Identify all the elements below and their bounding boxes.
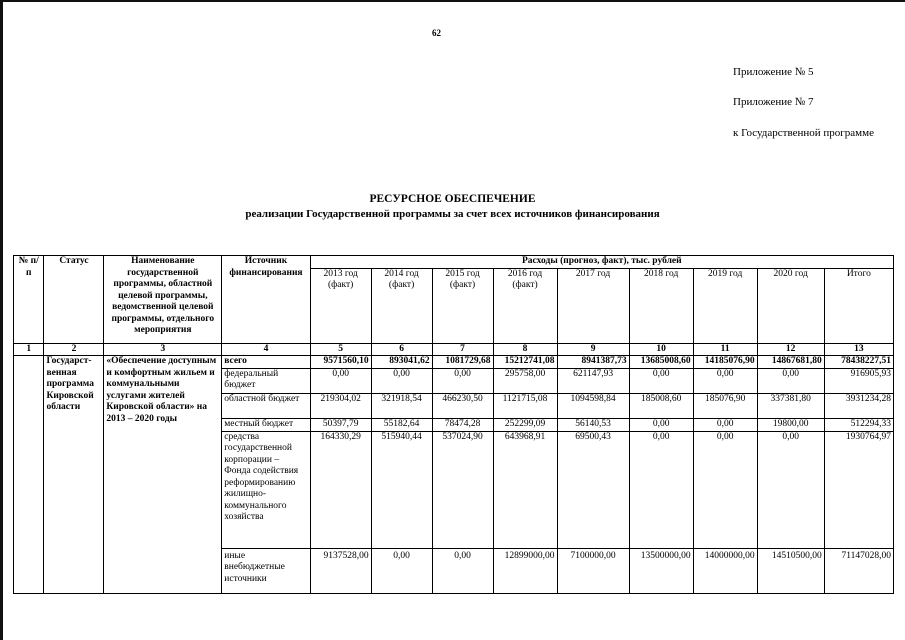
page-number: 62: [432, 28, 441, 38]
column-number-row: [14, 343, 894, 356]
value-cell: 0,00: [693, 431, 757, 548]
header-num: № п/п: [14, 256, 44, 344]
header-name: Наименование государственной программы, областной целевой программы, ведомственной целевой программы, отдельного мероприятия: [104, 256, 222, 344]
value-cell: 466230,50: [432, 393, 493, 418]
value-cell: 1930764,97: [824, 431, 893, 548]
value-cell: 0,00: [757, 431, 824, 548]
status-cell: Государст-венная программа Кировской области: [44, 356, 104, 594]
value-cell: 621147,93: [557, 368, 629, 393]
header-status: Статус: [44, 256, 104, 344]
program-name-cell: «Обеспечение доступным и комфортным жильем и коммунальными услугами жителей Кировской области» на 2013 – 2020 годы: [104, 356, 222, 594]
value-cell: 295758,00: [493, 368, 557, 393]
table-row-total: [14, 356, 894, 369]
value-cell: 0,00: [629, 368, 693, 393]
col-number: 11: [693, 343, 757, 356]
value-cell: 14000000,00: [693, 548, 757, 593]
value-cell: 337381,80: [757, 393, 824, 418]
value-cell: 78474,28: [432, 418, 493, 431]
value-cell: 0,00: [629, 418, 693, 431]
value-cell: 537024,90: [432, 431, 493, 548]
value-cell: 71147028,00: [824, 548, 893, 593]
scan-border-left: [0, 0, 3, 640]
col-number: 1: [14, 343, 44, 356]
col-number: 3: [104, 343, 222, 356]
col-number: 6: [371, 343, 432, 356]
value-cell: 55182,64: [371, 418, 432, 431]
source-cell: иные внебюджетные источники: [222, 548, 310, 593]
value-cell: 219304,02: [310, 393, 371, 418]
value-cell: 15212741,08: [493, 356, 557, 369]
value-cell: 643968,91: [493, 431, 557, 548]
value-cell: 185076,90: [693, 393, 757, 418]
source-cell: федеральный бюджет: [222, 368, 310, 393]
source-cell: областной бюджет: [222, 393, 310, 418]
col-number: 7: [432, 343, 493, 356]
value-cell: 0,00: [310, 368, 371, 393]
appendix-line-1: Приложение № 5: [733, 66, 814, 78]
value-cell: 12899000,00: [493, 548, 557, 593]
col-number: 8: [493, 343, 557, 356]
col-number: 5: [310, 343, 371, 356]
value-cell: 0,00: [371, 368, 432, 393]
value-cell: 0,00: [629, 431, 693, 548]
col-number: 9: [557, 343, 629, 356]
value-cell: 164330,29: [310, 431, 371, 548]
header-row-top: [14, 256, 894, 269]
value-cell: 512294,33: [824, 418, 893, 431]
value-cell: 9571560,10: [310, 356, 371, 369]
value-cell: 1094598,84: [557, 393, 629, 418]
value-cell: 916905,93: [824, 368, 893, 393]
value-cell: 14510500,00: [757, 548, 824, 593]
value-cell: 0,00: [693, 418, 757, 431]
header-year-2019: 2019 год: [693, 268, 757, 343]
value-cell: 7100000,00: [557, 548, 629, 593]
value-cell: 893041,62: [371, 356, 432, 369]
value-cell: 0,00: [757, 368, 824, 393]
col-number: 10: [629, 343, 693, 356]
value-cell: 252299,09: [493, 418, 557, 431]
header-year-2014: 2014 год (факт): [371, 268, 432, 343]
document-title: РЕСУРСНОЕ ОБЕСПЕЧЕНИЕ: [369, 193, 536, 205]
value-cell: 56140,53: [557, 418, 629, 431]
value-cell: 3931234,28: [824, 393, 893, 418]
value-cell: 0,00: [432, 368, 493, 393]
header-year-2015: 2015 год (факт): [432, 268, 493, 343]
header-total: Итого: [824, 268, 893, 343]
value-cell: 13500000,00: [629, 548, 693, 593]
appendix-line-2: Приложение № 7: [733, 96, 814, 108]
value-cell: 185008,60: [629, 393, 693, 418]
value-cell: 14867681,80: [757, 356, 824, 369]
appendix-line-3: к Государственной программе: [733, 127, 874, 139]
value-cell: 1081729,68: [432, 356, 493, 369]
row-number-cell: [14, 356, 44, 594]
value-cell: 9137528,00: [310, 548, 371, 593]
header-year-2016: 2016 год (факт): [493, 268, 557, 343]
resource-table: [13, 255, 894, 594]
document-subtitle: реализации Государственной программы за счет всех источников финансирования: [245, 208, 660, 220]
scan-border-top: [0, 0, 905, 2]
value-cell: 50397,79: [310, 418, 371, 431]
col-number: 12: [757, 343, 824, 356]
source-cell: местный бюджет: [222, 418, 310, 431]
header-year-2017: 2017 год: [557, 268, 629, 343]
value-cell: 0,00: [693, 368, 757, 393]
header-year-2013: 2013 год (факт): [310, 268, 371, 343]
header-year-2020: 2020 год: [757, 268, 824, 343]
value-cell: 0,00: [371, 548, 432, 593]
col-number: 2: [44, 343, 104, 356]
value-cell: 321918,54: [371, 393, 432, 418]
value-cell: 19800,00: [757, 418, 824, 431]
col-number: 4: [222, 343, 310, 356]
col-number: 13: [824, 343, 893, 356]
value-cell: 0,00: [432, 548, 493, 593]
header-year-2018: 2018 год: [629, 268, 693, 343]
value-cell: 14185076,90: [693, 356, 757, 369]
value-cell: 78438227,51: [824, 356, 893, 369]
source-cell: средства государственной корпорации – Фонда содействия реформированию жилищно-коммунального хозяйства: [222, 431, 310, 548]
value-cell: 8941387,73: [557, 356, 629, 369]
header-expenses: Расходы (прогноз, факт), тыс. рублей: [310, 256, 893, 269]
header-source: Источник финансирования: [222, 256, 310, 344]
value-cell: 13685008,60: [629, 356, 693, 369]
value-cell: 1121715,08: [493, 393, 557, 418]
value-cell: 69500,43: [557, 431, 629, 548]
source-cell: всего: [222, 356, 310, 369]
value-cell: 515940,44: [371, 431, 432, 548]
